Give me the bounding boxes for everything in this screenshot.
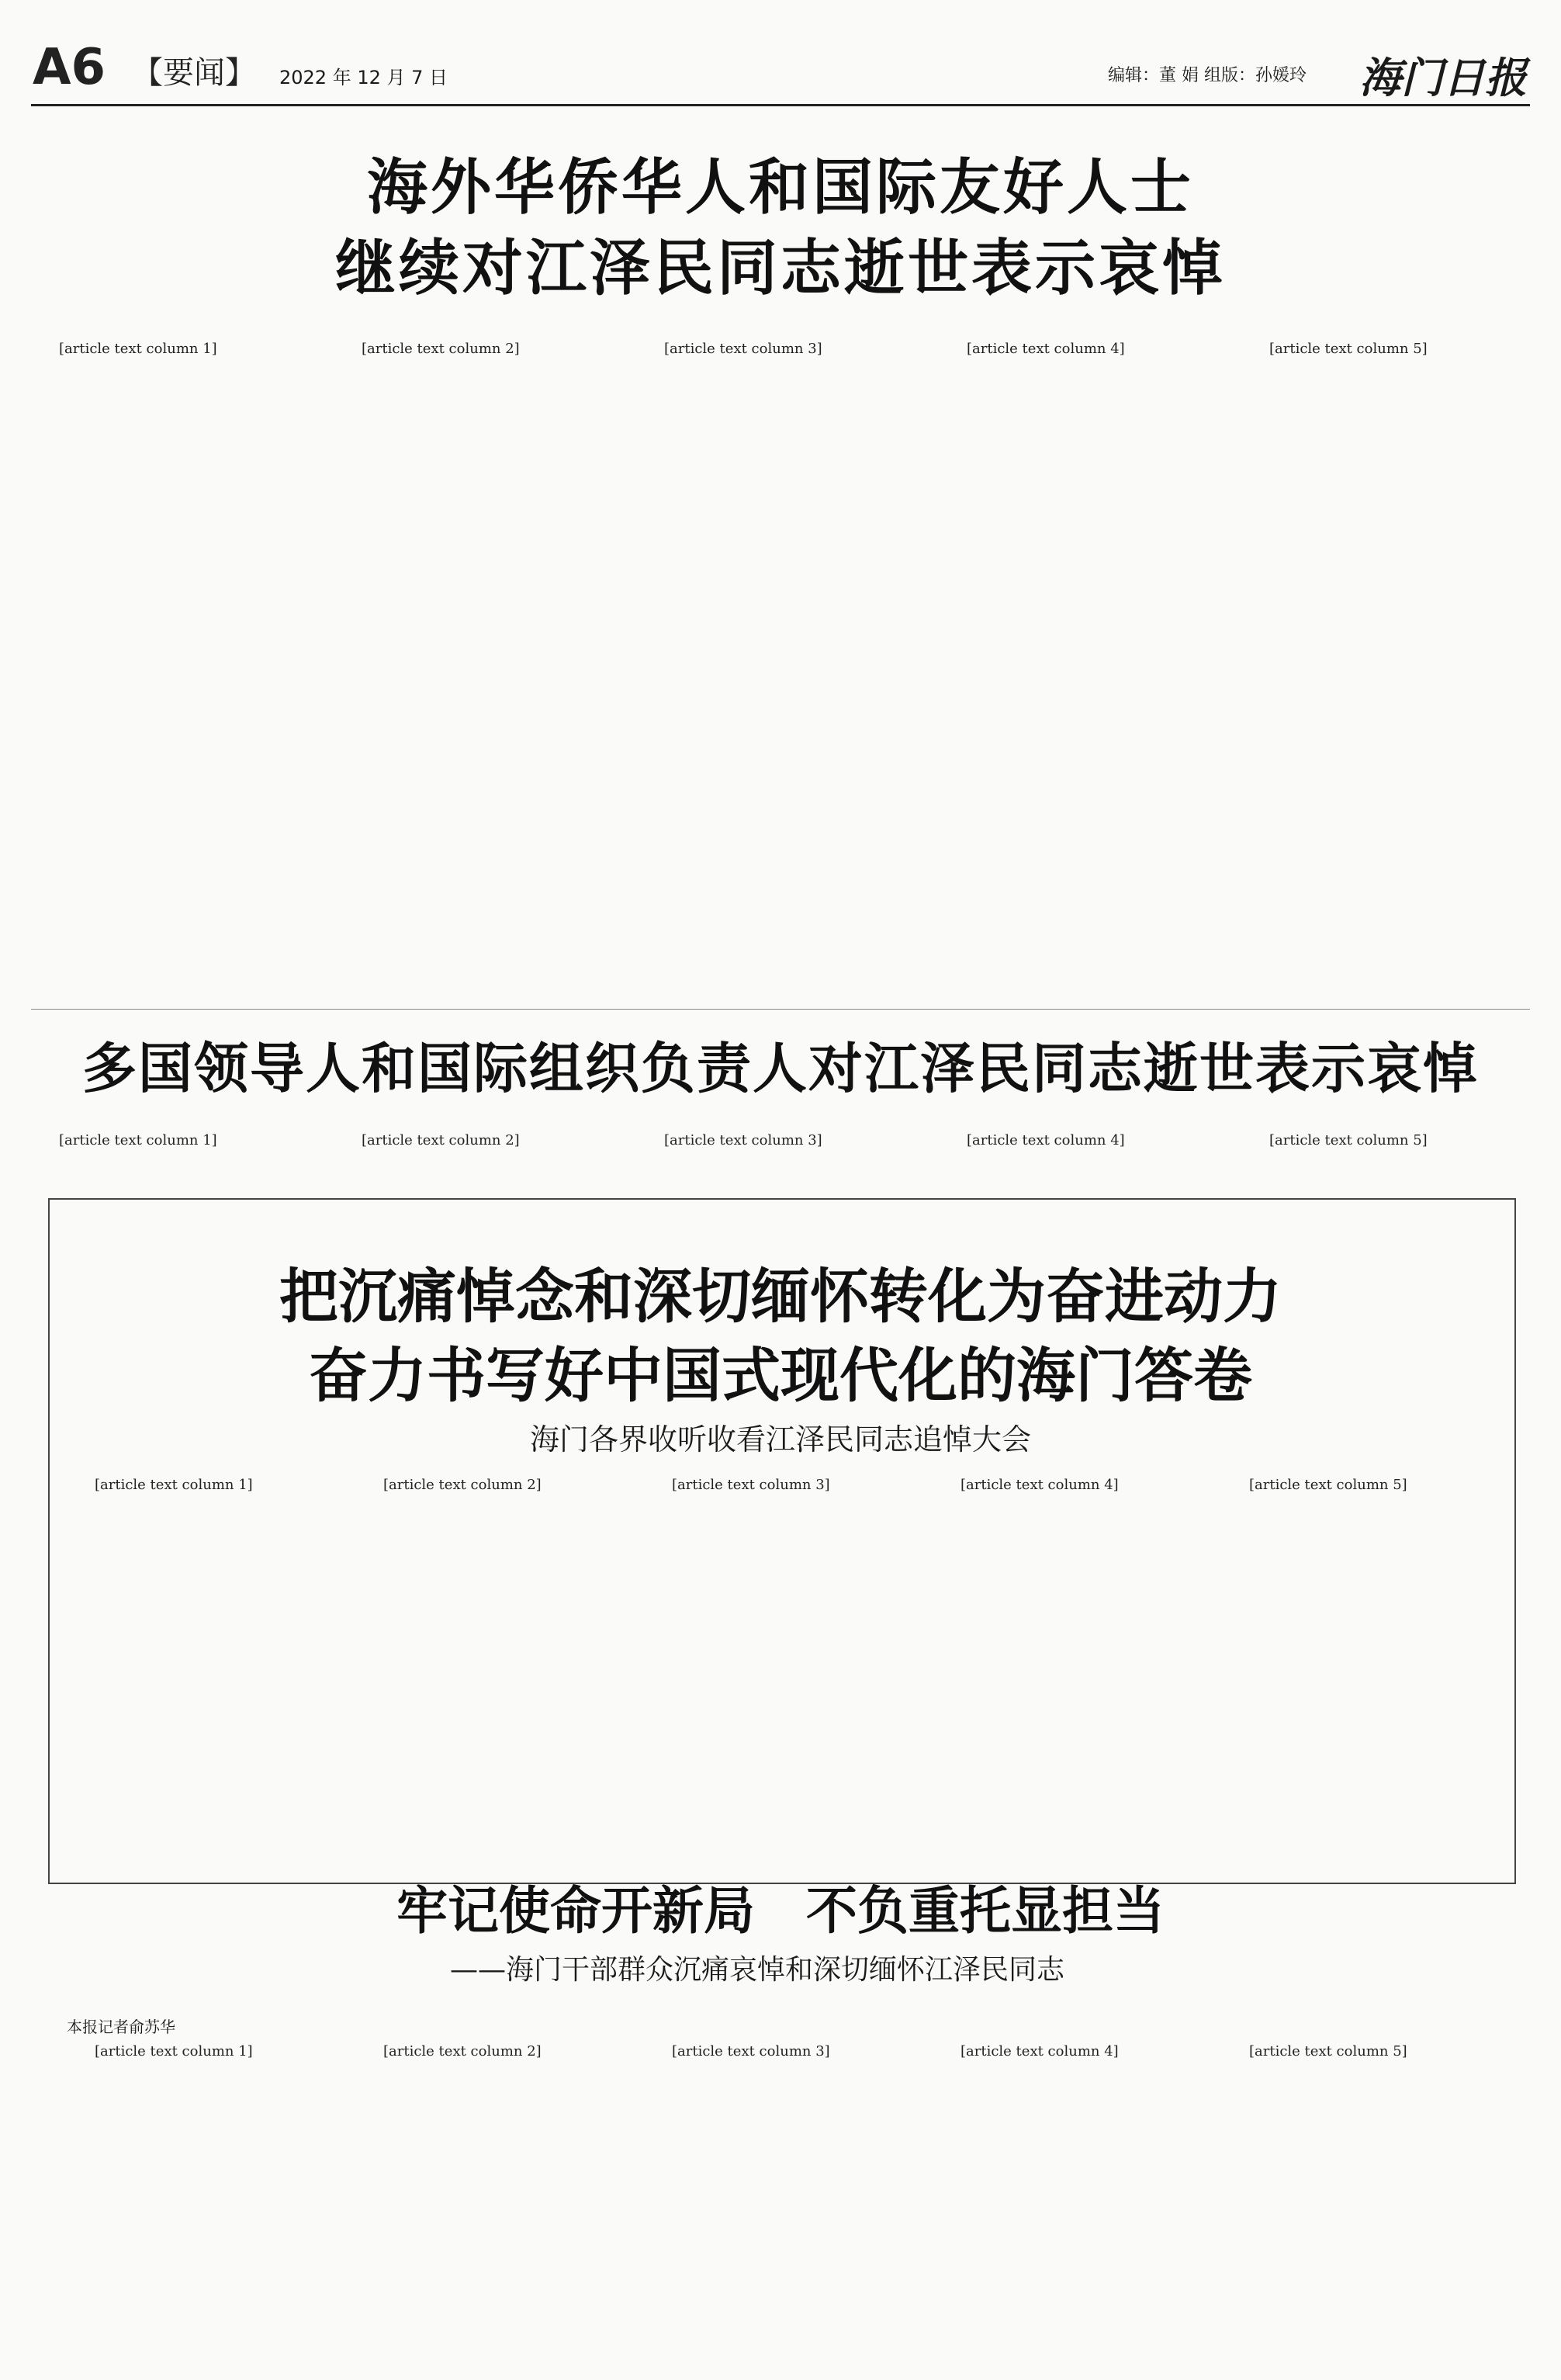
editor-credits: 编辑：董 娟 组版：孙媛玲 <box>1108 66 1307 85</box>
article3-col-5: [article text column 5] <box>1249 1477 1407 1493</box>
article2-col-1: [article text column 1] <box>59 1132 217 1148</box>
article4-subheadline: ——海门干部群众沉痛哀悼和深切缅怀江泽民同志 <box>450 1954 1065 1986</box>
article3-headline: 把沉痛悼念和深切缅怀转化为奋进动力 奋力书写好中国式现代化的海门答卷 <box>279 1262 1282 1410</box>
section-label: 【要闻】 <box>132 55 256 91</box>
article3-col-1: [article text column 1] <box>95 1477 253 1493</box>
article2-col-4: [article text column 4] <box>967 1132 1125 1148</box>
article1-col-2: [article text column 2] <box>362 341 520 357</box>
article1-headline: 海外华侨华人和国际友好人士 继续对江泽民同志逝世表示哀悼 <box>334 153 1226 303</box>
article4-col-5: [article text column 5] <box>1249 2043 1407 2060</box>
article2-col-2: [article text column 2] <box>362 1132 520 1148</box>
article4-col-4: [article text column 4] <box>960 2043 1119 2060</box>
article4-byline: 本报记者俞苏华 <box>67 2018 175 2036</box>
page-number: A6 <box>33 39 106 96</box>
header-rule <box>31 104 1530 106</box>
article2-headline: 多国领导人和国际组织负责人对江泽民同志逝世表示哀悼 <box>82 1037 1479 1100</box>
article2-col-3: [article text column 3] <box>664 1132 822 1148</box>
article1-col-3: [article text column 3] <box>664 341 822 357</box>
article2-col-5: [article text column 5] <box>1269 1132 1428 1148</box>
article1-col-1: [article text column 1] <box>59 341 217 357</box>
article3-col-4: [article text column 4] <box>960 1477 1119 1493</box>
article1-col-4: [article text column 4] <box>967 341 1125 357</box>
issue-date: 2022 年 12 月 7 日 <box>279 67 448 88</box>
article3-subheadline: 海门各界收听收看江泽民同志追悼大会 <box>529 1422 1031 1457</box>
article4-col-3: [article text column 3] <box>672 2043 830 2060</box>
article4-col-1: [article text column 1] <box>95 2043 253 2060</box>
article4-headline: 牢记使命开新局 不负重托显担当 <box>396 1880 1165 1941</box>
article3-col-2: [article text column 2] <box>383 1477 542 1493</box>
newspaper-masthead: 海门日报 <box>1359 53 1527 102</box>
article4-col-2: [article text column 2] <box>383 2043 542 2060</box>
article1-col-5: [article text column 5] <box>1269 341 1428 357</box>
article3-col-3: [article text column 3] <box>672 1477 830 1493</box>
article-divider <box>31 1009 1530 1010</box>
